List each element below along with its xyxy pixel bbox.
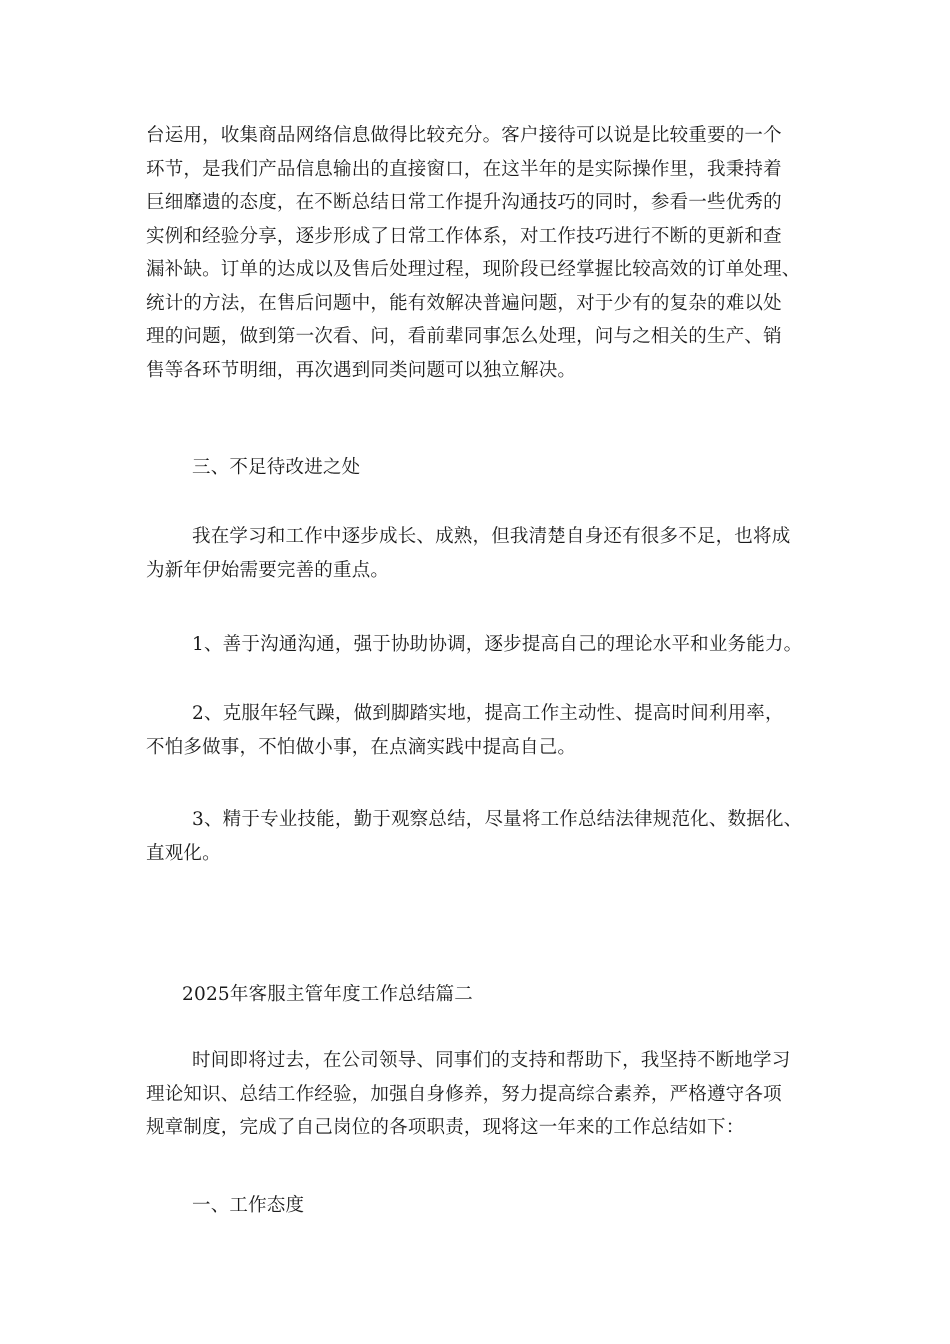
paragraph-shortcomings-intro [146, 520, 810, 587]
paragraph-customer-service-work [146, 119, 810, 387]
list-item-1 [146, 628, 810, 662]
text-line: 时间即将过去，在公司领导、同事们的支持和帮助下，我坚持不断地学习 [192, 1050, 791, 1071]
text-line: 漏补缺。订单的达成以及售后处理过程，现阶段已经掌握比较高效的订单处理、 [146, 259, 801, 280]
text-line: 1、善于沟通沟通，强于协助协调，逐步提高自己的理论水平和业务能力。 [192, 634, 803, 655]
text-line: 台运用，收集商品网络信息做得比较充分。客户接待可以说是比较重要的一个 [146, 125, 782, 146]
list-item-3 [146, 803, 810, 870]
section-heading-shortcomings: 三、不足待改进之处 [192, 457, 361, 478]
paragraph-year-summary-intro [146, 1044, 810, 1145]
text-line: 直观化。 [146, 842, 221, 864]
text-line: 为新年伊始需要完善的重点。 [146, 559, 390, 581]
text-line: 实例和经验分享，逐步形成了日常工作体系，对工作技巧进行不断的更新和查 [146, 225, 782, 247]
text-line: 我在学习和工作中逐步成长、成熟，但我清楚自身还有很多不足，也将成 [192, 526, 791, 547]
text-line: 理论知识、总结工作经验，加强自身修养，努力提高综合素养，严格遵守各项 [146, 1083, 782, 1105]
text-line: 巨细靡遗的态度，在不断总结日常工作提升沟通技巧的同时，参看一些优秀的 [146, 192, 782, 213]
list-item-2 [146, 697, 810, 764]
text-line: 售等各环节明细，再次遇到同类问题可以独立解决。 [146, 359, 577, 381]
text-line: 不怕多做事，不怕做小事，在点滴实践中提高自己。 [146, 736, 577, 758]
article-title: 2025年客服主管年度工作总结篇二 [182, 984, 473, 1005]
text-line: 环节，是我们产品信息输出的直接窗口，在这半年的是实际操作里，我秉持着 [146, 158, 782, 180]
text-line: 理的问题，做到第一次看、问，看前辈同事怎么处理，问与之相关的生产、销 [146, 326, 782, 347]
text-line: 规章制度，完成了自己岗位的各项职责，现将这一年来的工作总结如下： [146, 1117, 745, 1138]
text-line: 3、精于专业技能，勤于观察总结，尽量将工作总结法律规范化、数据化、 [192, 809, 803, 830]
text-line: 2、克服年轻气躁，做到脚踏实地，提高工作主动性、提高时间利用率， [192, 703, 784, 724]
text-line: 统计的方法，在售后问题中，能有效解决普遍问题，对于少有的复杂的难以处 [146, 292, 782, 314]
section-heading-work-attitude: 一、工作态度 [192, 1195, 305, 1216]
